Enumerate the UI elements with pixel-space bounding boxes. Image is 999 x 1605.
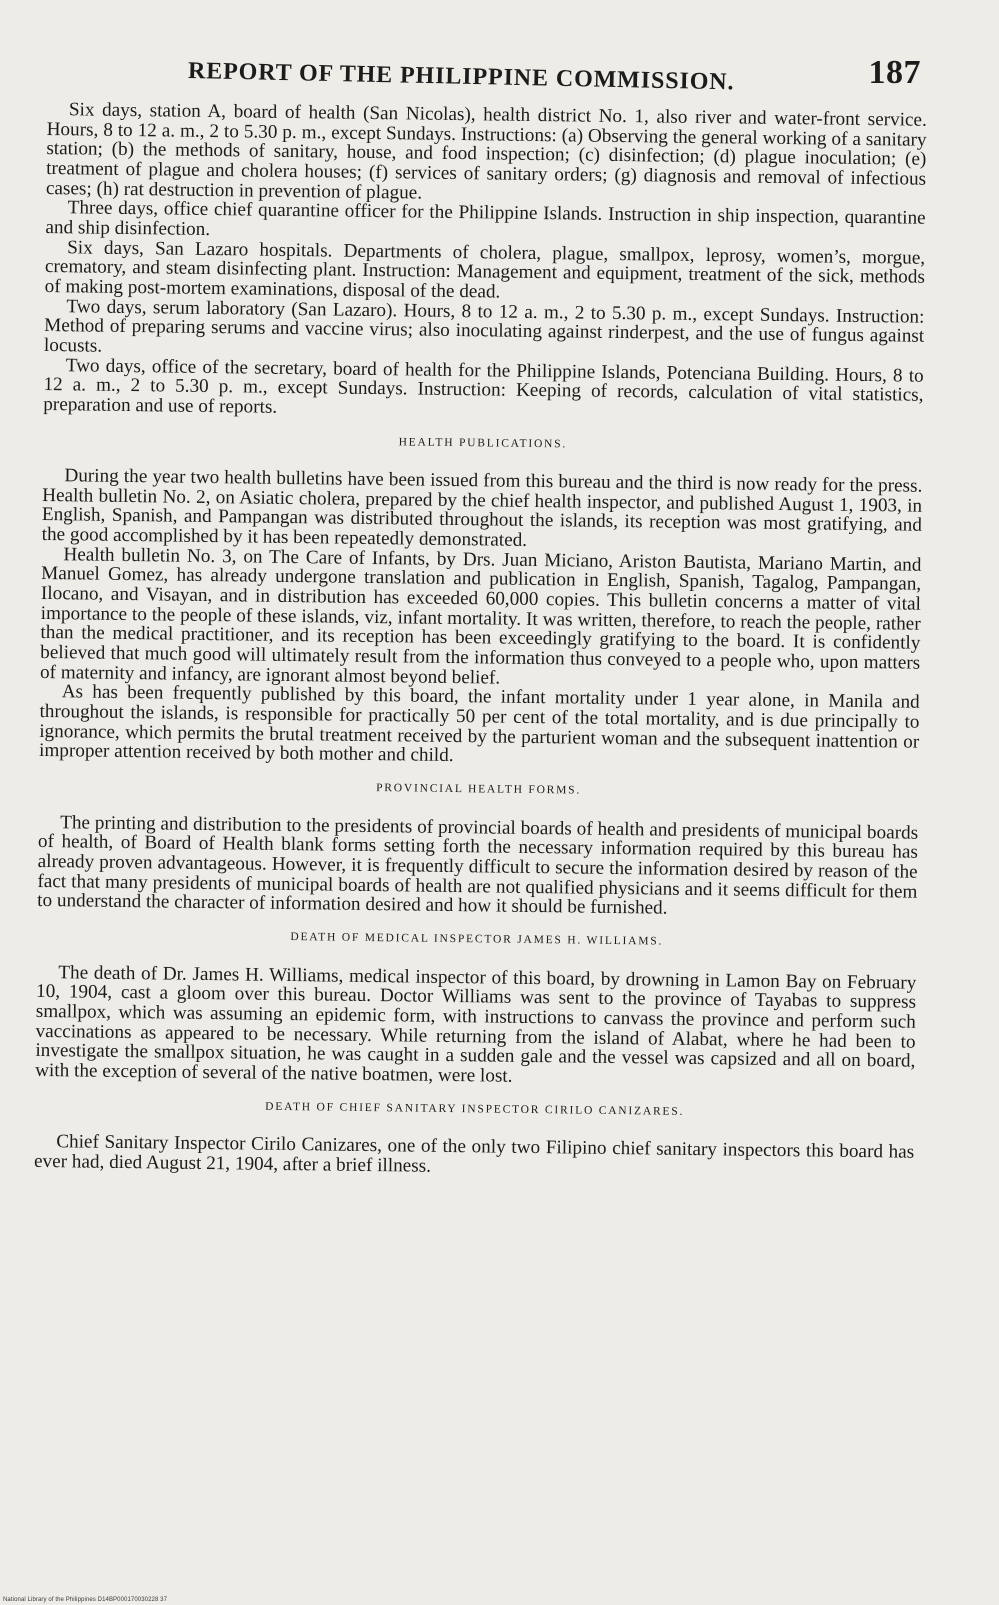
paragraph: Two days, serum laboratory (San Lazaro). Hours, 8 to 12 a. m., 2 to 5.30 p. m., except Sundays. Instruction: Method of preparing serums and vaccine virus; also inoculating against rinderpest, and the use of fungus against locusts. bbox=[43, 295, 925, 357]
paragraph: Two days, office of the secretary, board of health for the Philippine Islands, Potenciana Building. Hours, 8 to 12 a. m., 2 to 5.30 p. m., except Sundays. Instruction: Keeping of records, calculation of vital statistics, preparation and use of reports. bbox=[43, 354, 924, 418]
paragraph: The death of Dr. James H. Williams, medical inspector of this board, by drowning in Lamon Bay on February 10, 1904, cast a gloom over this bureau. Doctor Williams was sent to the province of Tayabas to suppress smallpox, which was assuming an epidemic form, with instructions to canvass the province and perform such vaccinations as appeared to be necessary. While returning from the island of Alabat, where he had been to investigate the smallpox situation, he was caught in a sudden gale and the vessel was capsized and all on board, with the exception of several of the native boatmen, were lost. bbox=[35, 961, 917, 1087]
paragraph: Chief Sanitary Inspector Cirilo Canizares, one of the only two Filipino chief sanitary inspectors this board has ever had, died August 21, 1904, after a brief illness. bbox=[33, 1131, 915, 1177]
page-header bbox=[48, 48, 921, 96]
paragraph: As has been frequently published by this board, the infant mortality under 1 year alone, in Manila and throughout the islands, is responsible for practically 50 per cent of the total mortality, and is due principally to ignorance, which permits the brutal treatment received by the parturient woman and the subsequent inattention or improper attention received by both mother and child. bbox=[38, 681, 920, 767]
section-heading-death-canizares: DEATH OF CHIEF SANITARY INSPECTOR CIRILO CANIZARES. bbox=[265, 1100, 685, 1118]
paragraph: The printing and distribution to the presidents of provincial boards of health and presidents of municipal boards of health, of Board of Health blank forms setting forth the necessary information required by this bureau has already proven advantageous. However, it is frequently difficult to secure the information desired by reason of the fact that many presidents of municipal boards of health are not qualified physicians and it seems difficult for them to understand the character of information desired and how it should be furnished. bbox=[37, 811, 919, 919]
running-head: REPORT OF THE PHILIPPINE COMMISSION. bbox=[187, 58, 735, 96]
paragraph: Six days, station A, board of health (San Nicolas), health district No. 1, also river and water-front service. Hours, 8 to 12 a. m., 2 to 5.30 p. m., except Sundays. Instructions: (a) Observing the general working of a sanitary station; (b) the methods of sanitary, house, and food inspection; (c) disinfection; (d) plague inoculation; (e) treatment of plague and cholera houses; (f) services of sanitary orders; (g) diagnosis and removal of infectious cases; (h) rat destruction in prevention of plague. bbox=[45, 99, 927, 204]
scan-credit: National Library of the Philippines D14BP000170030228 37 bbox=[3, 1597, 168, 1603]
page-number: 187 bbox=[868, 54, 921, 91]
section-heading-death-williams: DEATH OF MEDICAL INSPECTOR JAMES H. WILLIAMS. bbox=[290, 930, 664, 948]
section-heading-health-publications: HEALTH PUBLICATIONS. bbox=[398, 435, 568, 450]
paragraph: Three days, office chief quarantine officer for the Philippine Islands. Instruction in ship inspection, quarantine and ship disinfection. bbox=[45, 197, 926, 240]
section-heading-provincial-health-forms: PROVINCIAL HEALTH FORMS. bbox=[376, 782, 582, 797]
paragraph: Health bulletin No. 3, on The Care of Infants, by Drs. Juan Miciano, Ariston Bautista, Mariano Martin, and Manuel Gomez, has already undergone translation and publication in English, Spanish, Tagalog, Pampangan, Ilocano, and Visayan, and in distribution has exceeded 60,000 copies. This bulletin concerns a matter of vital importance to the people of these islands, viz, infant mortality. It was written, therefore, to reach the people, rather than the medical practitioner, and its reception has been exceedingly gratifying to the board. It is confidently believed that much good will ultimately result from the information thus conveyed to a people who, upon matters of maternity and infancy, are ignorant almost beyond belief. bbox=[39, 544, 922, 689]
paragraph: Six days, San Lazaro hospitals. Departments of cholera, plague, smallpox, leprosy, women’s, morgue, crematory, and steam disinfecting plant. Instruction: Management and equipment, treatment of the sick, methods of making post-mortem examinations, disposal of the dead. bbox=[44, 236, 926, 303]
page-body bbox=[34, 100, 927, 1182]
paragraph: During the year two health bulletins have been issued from this bureau and the third is now ready for the press. Health bulletin No. 2, on Asiatic cholera, prepared by the chief health inspector, and published August 1, 1903, in English, Spanish, and Pampangan was distributed throughout the islands, its reception was most gratifying, and the good accomplished by it has been repeatedly demonstrated. bbox=[41, 465, 923, 552]
